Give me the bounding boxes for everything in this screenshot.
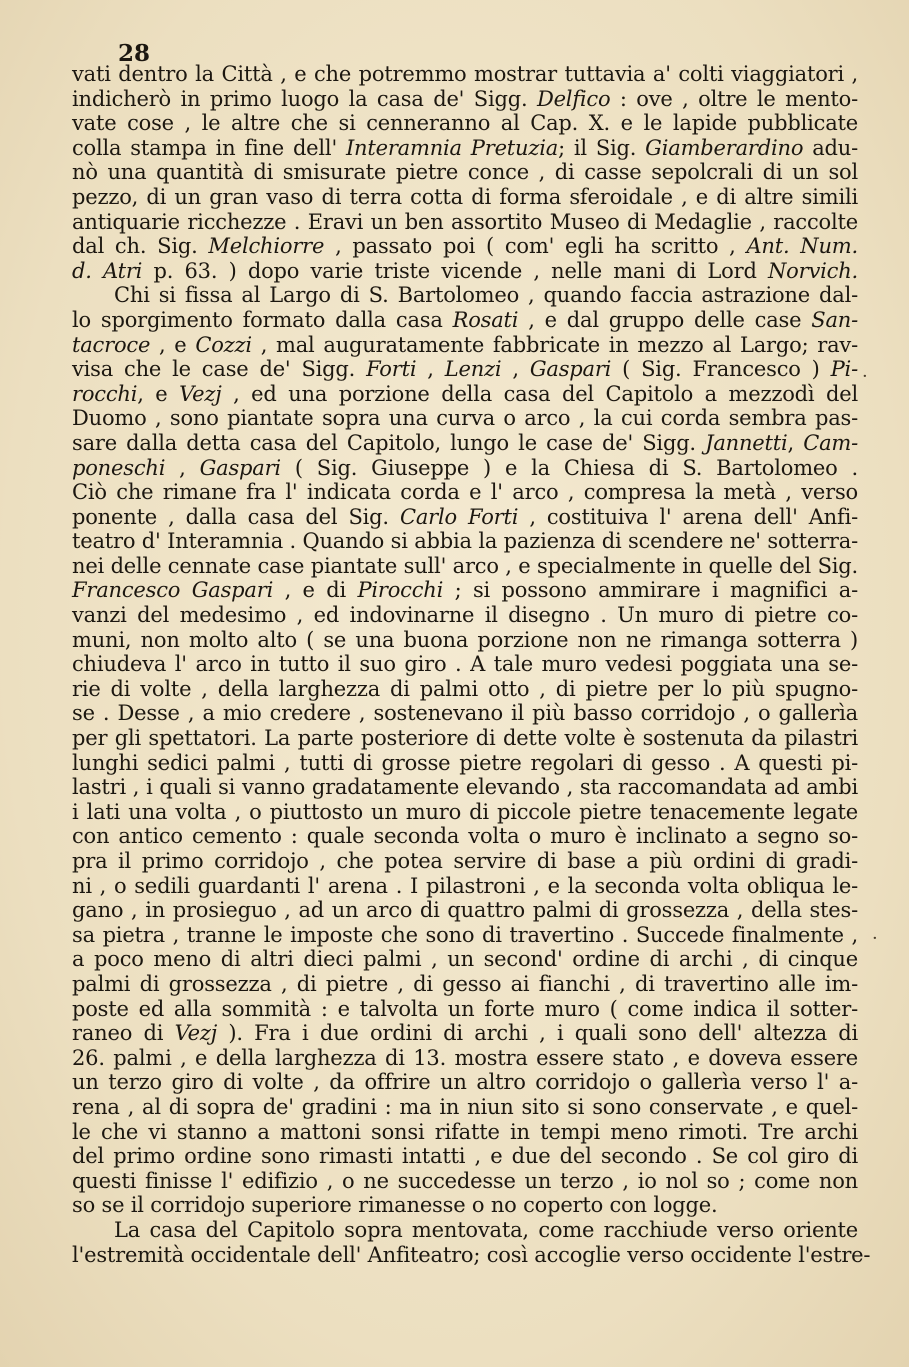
text-segment: p. 63. ) dopo varie triste vicende , nelle mani di Lord <box>142 258 768 283</box>
italic-text: Interamnia Pretuzia <box>345 135 559 160</box>
text-line <box>72 382 858 407</box>
text-segment: Ciò che rimane fra l' indicata corda e l' arco , compresa la metà , verso <box>72 480 858 505</box>
text-line <box>72 1021 858 1046</box>
italic-text: Lenzi <box>444 357 502 382</box>
italic-text: Rosati <box>452 307 519 332</box>
text-segment: le che vi stanno a mattoni sonsi rifatte in tempi meno rimoti. Tre archi <box>72 1119 858 1144</box>
text-line <box>72 603 858 628</box>
body-text <box>72 62 871 1267</box>
text-segment: questi finisse l' edifizio , o ne succedesse un terzo , io nol so ; come non <box>72 1168 858 1193</box>
text-segment: l'estremità occidentale dell' Anfiteatro; così accoglie verso occidente l'estre- <box>72 1242 871 1267</box>
text-line <box>72 628 858 653</box>
text-segment: sare dalla detta casa del Capitolo, lungo le case de' Sigg. <box>72 430 706 455</box>
text-line <box>72 923 858 948</box>
text-line <box>72 849 858 874</box>
italic-text: d. Atri <box>72 258 143 283</box>
text-segment: pezzo, di un gran vaso di terra cotta di forma sferoidale , e di altre simili <box>72 184 858 209</box>
text-segment: per gli spettatori. La parte posteriore di dette volte è sostenuta da pilastri <box>72 726 858 751</box>
italic-text: Vezj <box>174 1021 218 1046</box>
text-line <box>72 431 858 456</box>
italic-text: Melchiorre <box>208 234 325 259</box>
text-segment: ; si possono ammirare i magnifici a- <box>443 578 858 603</box>
text-line <box>72 234 858 259</box>
text-line <box>72 1120 858 1145</box>
italic-text: Cozzi <box>195 332 252 357</box>
italic-text: Norvich. <box>768 258 858 283</box>
text-line <box>72 283 858 308</box>
text-segment: visa che le case de' Sigg. <box>72 357 367 382</box>
margin-mark: · <box>862 366 868 387</box>
text-segment: con antico cemento : quale seconda volta o muro è inclinato a segno so- <box>72 824 858 849</box>
text-segment: vati dentro la Città , e che potremmo mostrar tuttavia a' colti viaggiatori , <box>72 62 858 86</box>
italic-text: Gaspari <box>199 455 281 480</box>
text-segment: , e di <box>273 578 358 603</box>
italic-text: Pi- <box>830 357 858 382</box>
text-segment: lastri , i quali si vanno gradatamente elevando , sta raccomandata ad ambi <box>72 775 858 800</box>
text-line <box>72 62 858 87</box>
text-segment: se . Desse , a mio credere , sostenevano il più basso corridojo , o gallerìa <box>72 701 858 726</box>
text-segment: , ed una porzione della casa del Capitolo a mezzodì del <box>221 381 858 406</box>
text-line <box>72 357 858 382</box>
text-segment: ponente , dalla casa del Sig. <box>72 504 400 529</box>
text-segment: a poco meno di altri dieci palmi , un second' ordine di archi , di cinque <box>72 947 858 972</box>
text-line <box>72 1070 858 1095</box>
text-line <box>72 111 858 136</box>
italic-text: poneschi <box>72 455 166 480</box>
italic-text: San- <box>811 307 858 332</box>
text-line <box>72 185 858 210</box>
text-segment: rie di volte , della larghezza di palmi otto , di pietre per lo più spugno- <box>72 676 858 701</box>
text-line <box>72 87 858 112</box>
text-segment: , e <box>137 381 180 406</box>
text-segment: 26. palmi , e della larghezza di 13. mostra essere stato , e doveva essere <box>72 1045 858 1070</box>
text-segment: chiudeva l' arco in tutto il suo giro . A tale muro vedesi poggiata una se- <box>72 652 858 677</box>
text-line <box>72 406 858 431</box>
text-segment: nò una quantità di smisurate pietre conce , di casse sepolcrali di un sol <box>72 160 858 185</box>
text-segment: poste ed alla sommità : e talvolta un forte muro ( come indica il sotter- <box>72 996 858 1021</box>
italic-text: Jannetti <box>705 430 788 455</box>
text-segment: , costituiva l' arena dell' Anfi- <box>518 504 858 529</box>
text-segment: antiquarie ricchezze . Eravi un ben assortito Museo di Medaglie , raccolte <box>72 209 858 234</box>
text-line <box>72 997 858 1022</box>
text-line <box>72 775 858 800</box>
text-segment: dal ch. Sig. <box>72 234 209 259</box>
text-segment: vanzi del medesimo , ed indovinarne il disegno . Un muro di pietre co- <box>72 603 858 628</box>
page-number: 28 <box>118 40 151 67</box>
text-line <box>72 972 858 997</box>
text-line <box>72 677 858 702</box>
text-line <box>72 1169 858 1194</box>
text-segment: , mal auguratamente fabbricate in mezzo al Largo; rav- <box>251 332 858 357</box>
text-line <box>72 652 858 677</box>
italic-text: tacroce <box>72 332 151 357</box>
text-line <box>72 259 858 284</box>
text-segment: , e dal gruppo delle case <box>518 307 812 332</box>
italic-text: Ant. Num. <box>746 234 858 259</box>
text-segment: : ove , oltre le mento- <box>610 86 858 111</box>
text-line <box>72 554 858 579</box>
text-line <box>72 136 858 161</box>
text-segment: , e <box>150 332 196 357</box>
text-line <box>72 578 858 603</box>
text-segment: ; il Sig. <box>558 135 646 160</box>
text-line <box>72 160 858 185</box>
italic-text: Francesco Gaspari <box>72 578 274 603</box>
text-segment: ). Fra i due ordini di archi , i quali sono dell' altezza di <box>217 1021 858 1046</box>
text-segment: ( Sig. Giuseppe ) e la Chiesa di S. Bartolomeo . <box>280 455 858 480</box>
text-segment: vate cose , le altre che si cenneranno al Cap. X. e le lapide pubblicate <box>72 111 858 136</box>
text-segment: , passato poi ( com' egli ha scritto , <box>324 234 747 259</box>
text-line <box>72 1242 871 1268</box>
italic-text: Gaspari <box>529 357 612 382</box>
text-line <box>72 1046 858 1071</box>
text-line <box>72 800 858 825</box>
text-line <box>72 456 858 481</box>
text-line <box>72 947 858 972</box>
text-line <box>72 1218 858 1243</box>
text-line <box>72 1144 858 1169</box>
text-segment: adu- <box>803 135 859 160</box>
text-segment: , <box>501 357 530 382</box>
text-line <box>72 1095 858 1120</box>
text-segment: i lati una volta , o piuttosto un muro di piccole pietre tenacemente legate <box>72 799 858 824</box>
text-line <box>72 751 858 776</box>
italic-text: Forti <box>366 357 417 382</box>
text-segment: Duomo , sono piantate sopra una curva o arco , la cui corda sembra pas- <box>72 406 858 431</box>
text-segment: un terzo giro di volte , da offrire un altro corridojo o gallerìa verso l' a- <box>72 1070 858 1095</box>
text-segment: indicherò in primo luogo la casa de' Sigg. <box>72 86 537 111</box>
italic-text: Delfico <box>536 86 611 111</box>
text-segment: teatro d' Interamnia . Quando si abbia la pazienza di scendere ne' sotterra- <box>72 529 858 554</box>
text-line <box>72 726 858 751</box>
text-line <box>72 529 858 554</box>
text-segment: La casa del Capitolo sopra mentovata, come racchiude verso oriente <box>114 1217 858 1242</box>
text-segment: , <box>416 357 445 382</box>
text-segment: , <box>787 430 804 455</box>
text-segment: nei delle cennate case piantate sull' arco , e specialmente in quelle del Sig. <box>72 553 858 578</box>
text-segment: lunghi sedici palmi , tutti di grosse pietre regolari di gesso . A questi pi- <box>72 750 858 775</box>
text-line <box>72 308 858 333</box>
text-segment: sa pietra , tranne le imposte che sono di travertino . Succede finalmente , <box>72 922 858 947</box>
margin-mark: · <box>872 928 878 949</box>
text-line <box>72 1193 858 1218</box>
text-line <box>72 333 858 358</box>
text-segment: pra il primo corridojo , che potea servire di base a più ordini di gradi- <box>72 849 858 873</box>
text-line <box>72 210 858 235</box>
italic-text: Pirocchi <box>357 578 444 603</box>
text-segment: muni, non molto alto ( se una buona porzione non ne rimanga sotterra ) <box>72 627 858 652</box>
text-line <box>72 824 858 849</box>
italic-text: Vezj <box>179 381 222 406</box>
text-segment: so se il corridojo superiore rimanesse o no coperto con logge. <box>72 1193 718 1218</box>
text-line <box>72 505 858 530</box>
text-segment: Chi si fissa al Largo di S. Bartolomeo , quando faccia astrazione dal- <box>114 283 858 308</box>
text-segment: ni , o sedili guardanti l' arena . I pilastroni , e la seconda volta obliqua le- <box>72 873 858 898</box>
italic-text: rocchi <box>72 381 138 406</box>
text-line <box>72 898 858 923</box>
text-segment: , <box>165 455 200 480</box>
italic-text: Giamberardino <box>645 135 804 160</box>
text-line <box>72 480 858 505</box>
text-segment: del primo ordine sono rimasti intatti , e due del secondo . Se col giro di <box>72 1144 858 1169</box>
text-segment: gano , in prosieguo , ad un arco di quattro palmi di grossezza , della stes- <box>72 898 858 923</box>
text-line <box>72 701 858 726</box>
text-segment: palmi di grossezza , di pietre , di gesso ai fianchi , di travertino alle im- <box>72 971 858 996</box>
text-segment: colla stampa in fine dell' <box>72 135 346 160</box>
italic-text: Cam- <box>803 430 858 455</box>
italic-text: Carlo Forti <box>399 504 519 529</box>
text-segment: lo sporgimento formato dalla casa <box>72 307 453 332</box>
text-line <box>72 874 858 899</box>
text-segment: raneo di <box>72 1021 175 1046</box>
text-segment: rena , al di sopra de' gradini : ma in niun sito si sono conservate , e quel- <box>72 1094 858 1119</box>
text-segment: ( Sig. Francesco ) <box>611 357 831 382</box>
